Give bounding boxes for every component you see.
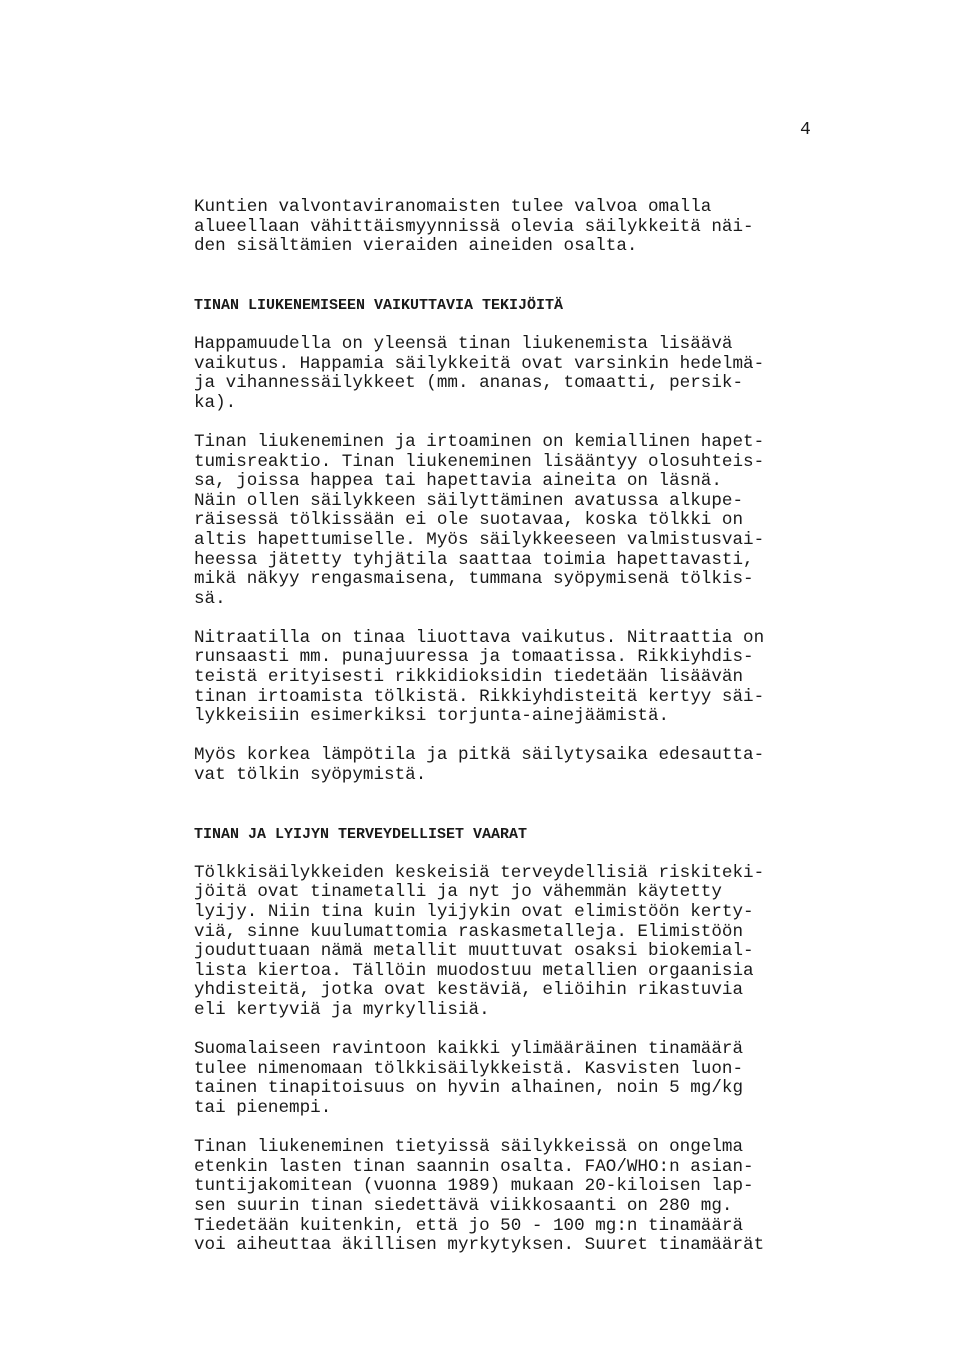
paragraph-children: Tinan liukeneminen tietyissä säilykkeissä on ongelma etenkin lasten tinan saannin osalta. FAO/WHO:n asian- tuntijakomitean (vuonna 1989) mukaan 20-kiloisen lap- sen suurin tinan siedettävä viikkosaanti on 280 mg. Tiedetään kuitenkin, että jo 50 - 100 mg:n tinamäärä voi aiheuttaa äkillisen myrkytyksen. Suuret tinamäärät: [194, 1137, 765, 1256]
page-number: 4: [800, 120, 811, 140]
paragraph-risk-factors: Tölkkisäilykkeiden keskeisiä terveydellisiä riskiteki- jöitä ovat tinametalli ja nyt jo vähemmän käytetty lyijy. Niin tina kuin lyijykin ovat elimistöön kerty- viä, sinne kuulumattomia raskasmetalleja. Elimistöön jouduttuaan nämä metallit muuttuvat osaksi biokemial- lista kiertoa. Tällöin muodostuu metallien orgaanisia yhdisteitä, jotka ovat kestäviä, eliöihin rikastuvia eli kertyviä ja myrkyllisiä.: [194, 862, 765, 1020]
paragraph-diet: Suomalaiseen ravintoon kaikki ylimääräinen tinamäärä tulee nimenomaan tölkkisäilykkeistä. Kasvisten luon- tainen tinapitoisuus on hyvin alhainen, noin 5 mg/kg tai pienempi.: [194, 1039, 744, 1118]
paragraph-acidity: Happamuudella on yleensä tinan liukenemista lisäävä vaikutus. Happamia säilykkeitä ovat varsinkin hedelmä- ja vihannessäilykkeet (mm. ananas, tomaatti, persik- ka).: [194, 333, 765, 413]
paragraph-supervision: Kuntien valvontaviranomaisten tulee valvoa omalla alueellaan vähittäismyynnissä olevia säilykkeitä näi- den sisältämien vieraiden aineiden osalta.: [194, 197, 754, 257]
heading-dissolution-factors: TINAN LIUKENEMISEEN VAIKUTTAVIA TEKIJÖITÄ: [194, 296, 564, 314]
paragraph-oxidation: Tinan liukeneminen ja irtoaminen on kemiallinen hapet- tumisreaktio. Tinan liukeneminen lisääntyy olosuhteis- sa, joissa happea tai hapettavia aineita on läsnä. Näin ollen säilykkeen säilyttäminen avatussa alkupe- räisessä tölkissään ei ole suotavaa, koska tölkki on altis hapettumiselle. Myös säilykkeeseen valmistusvai- heessa jätetty tyhjätila saattaa toimia hapettavasti, mikä näkyy rengasmaisena, tummana syöpymisenä tölkis- sä.: [194, 431, 765, 609]
document-body: [194, 198, 834, 1256]
heading-health-hazards: TINAN JA LYIJYN TERVEYDELLISET VAARAT: [194, 825, 528, 843]
paragraph-temperature: Myös korkea lämpötila ja pitkä säilytysaika edesautta- vat tölkin syöpymistä.: [194, 745, 765, 786]
paragraph-nitrate: Nitraatilla on tinaa liuottava vaikutus. Nitraattia on runsaasti mm. punajuuressa ja tomaatissa. Rikkiyhdis- teistä erityisesti rikkidioksidin tiedetään lisäävän tinan irtoamista tölkistä. Rikkiyhdisteitä kertyy säi- lykkeisiin esimerkiksi torjunta-ainejäämistä.: [194, 627, 765, 727]
